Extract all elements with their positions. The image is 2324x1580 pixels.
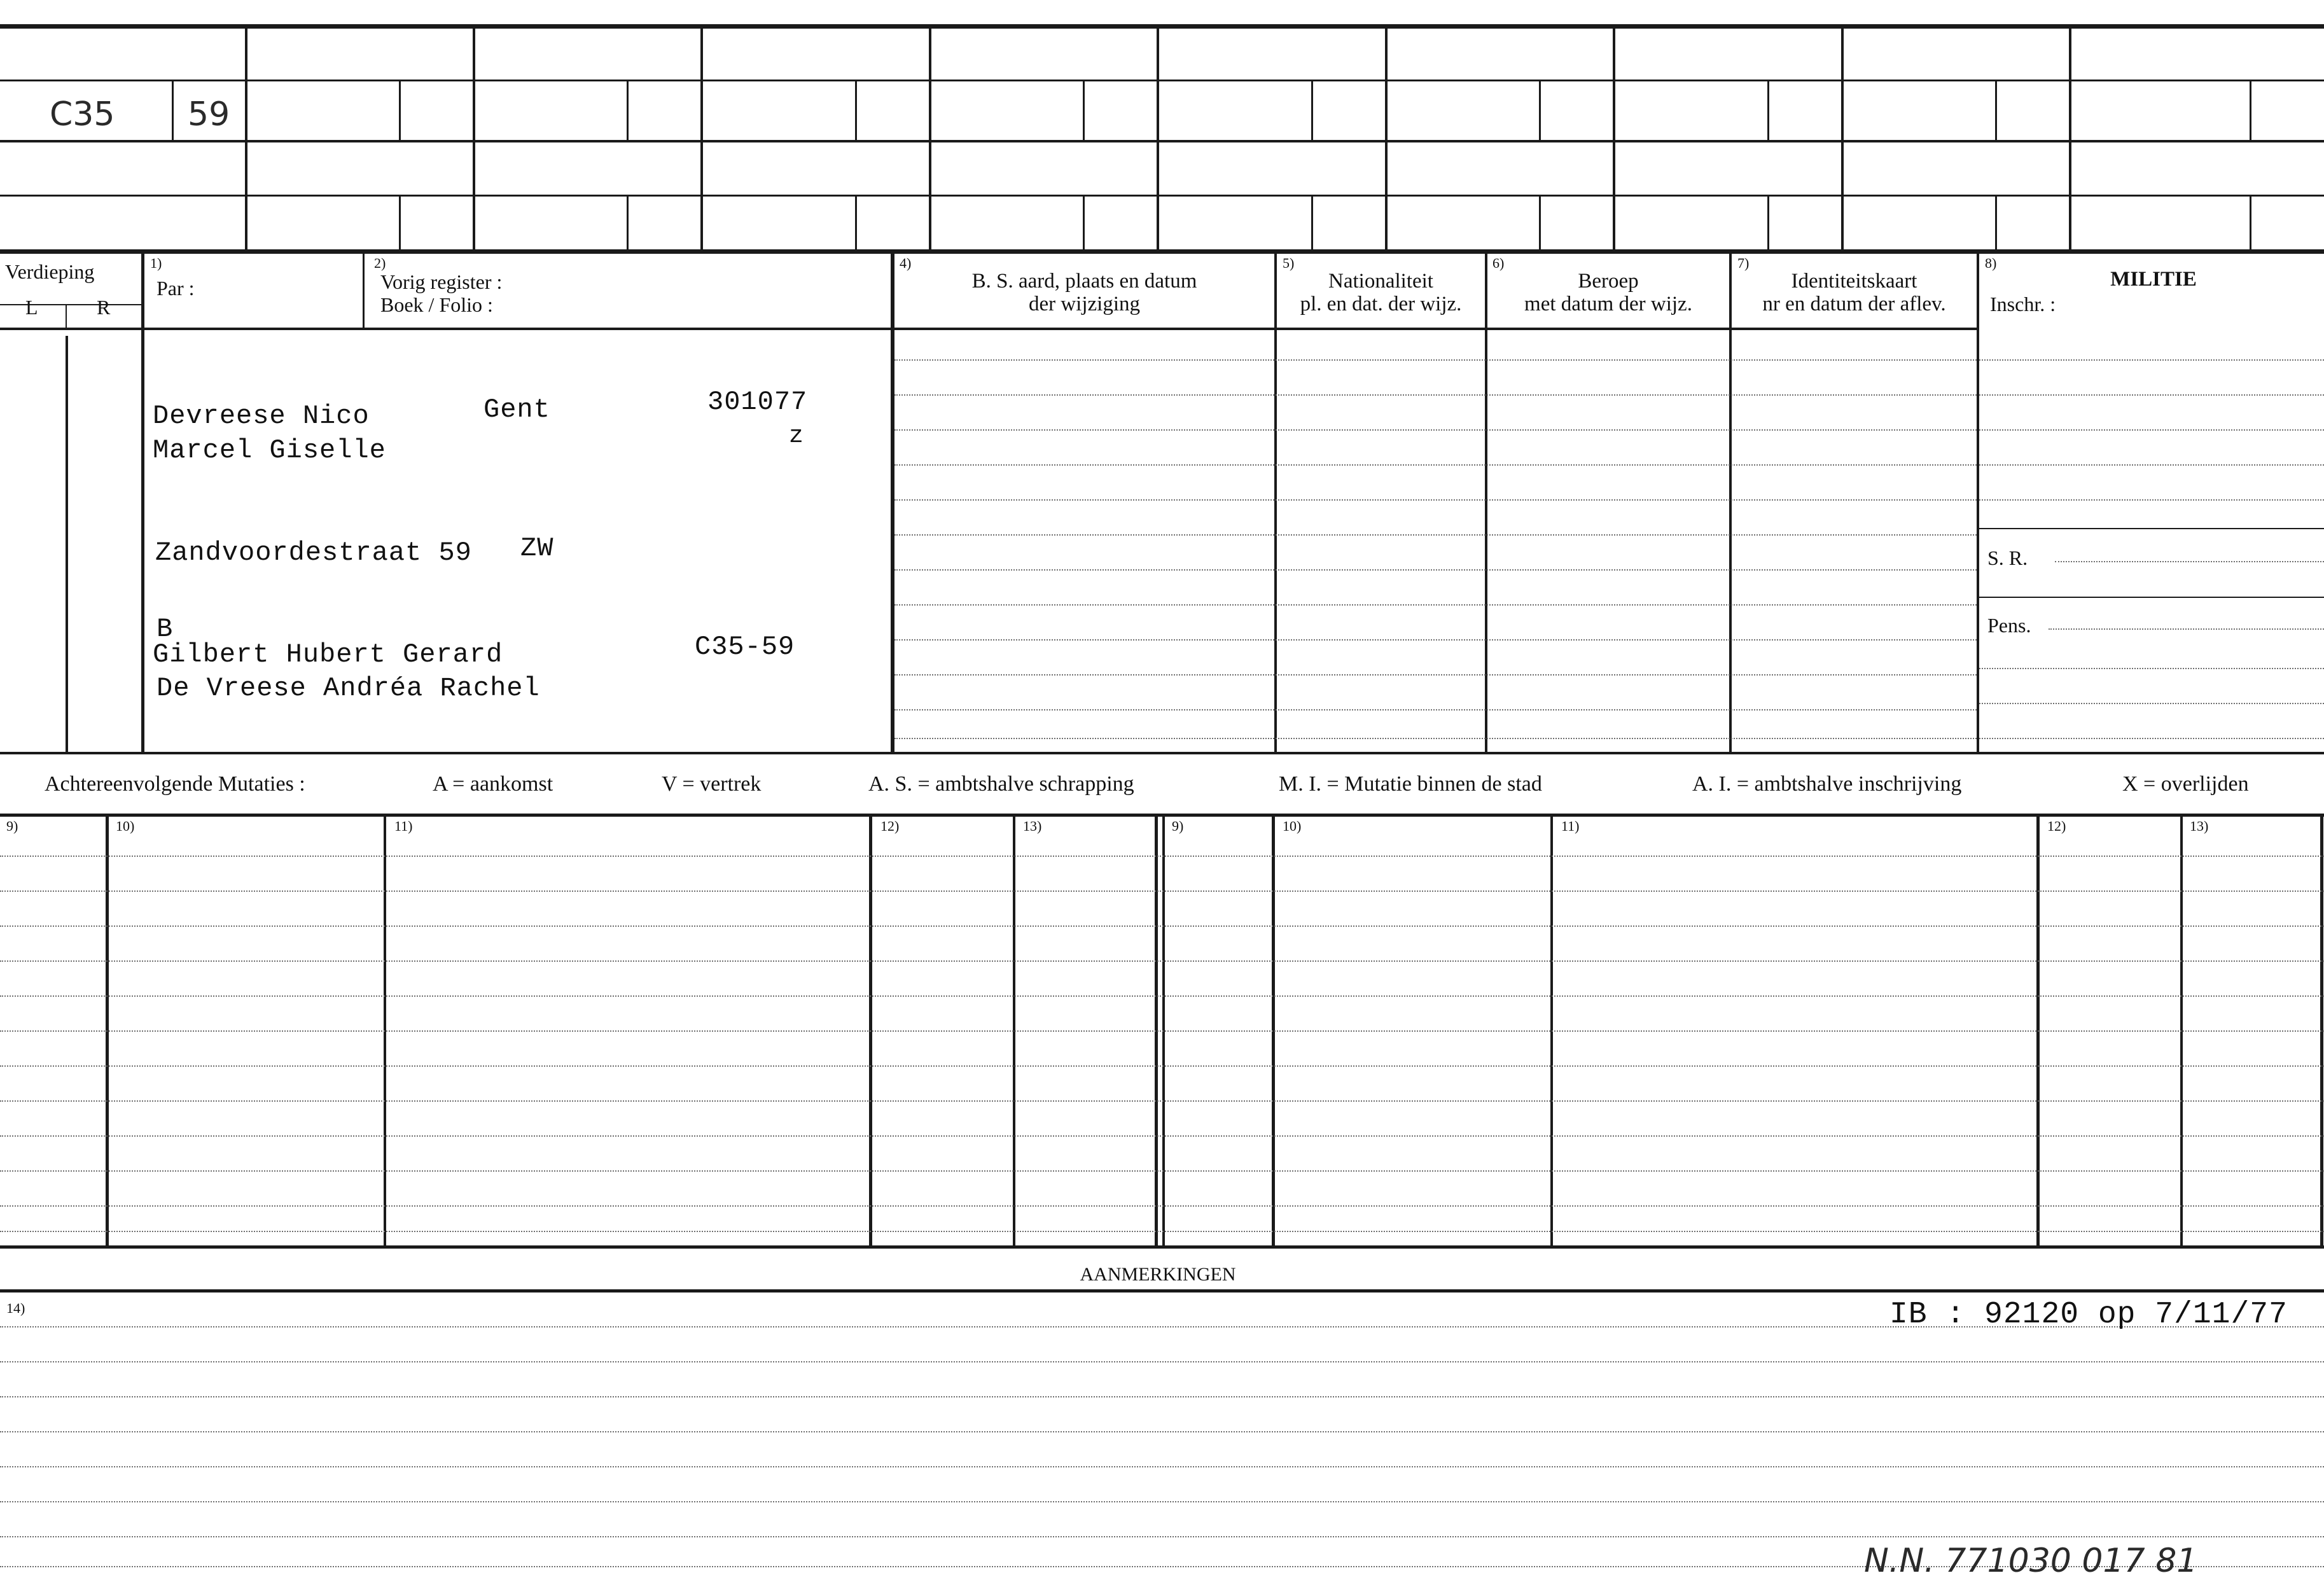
mutatie-col-11b: 11) [1561, 818, 1580, 834]
col-number-4: 4) [900, 255, 912, 271]
mutatie-col-10b: 10) [1283, 818, 1302, 834]
mutatie-col-12b: 12) [2047, 818, 2066, 834]
col-number-2: 2) [374, 255, 386, 271]
register-code: C35 [50, 95, 115, 134]
legend-overlijden: X = overlijden [2122, 772, 2249, 796]
mutatie-col-9b: 9) [1172, 818, 1184, 834]
inschr-label: Inschr. : [1990, 293, 2056, 315]
mutaties-title: Achtereenvolgende Mutaties : [45, 772, 305, 796]
sr-label: S. R. [1987, 546, 2028, 569]
mutatie-col-13b: 13) [2190, 818, 2209, 834]
bs-header-line1: B. S. aard, plaats en datum [971, 270, 1197, 293]
col-number-6: 6) [1493, 255, 1505, 271]
b-marker: B [157, 614, 174, 644]
mutatie-col-11a: 11) [394, 818, 413, 834]
national-number: N.N. 771030 017 81 [1864, 1542, 2198, 1580]
mutatie-col-10a: 10) [116, 818, 135, 834]
mutatie-col-9a: 9) [6, 818, 18, 834]
col-number-8: 8) [1985, 255, 1997, 271]
verdieping-label: Verdieping [5, 260, 95, 283]
nationaliteit-header-line1: Nationaliteit [1328, 270, 1433, 293]
beroep-header-line1: Beroep [1578, 270, 1639, 293]
col-number-7: 7) [1737, 255, 1750, 271]
par-label: Par : [157, 277, 195, 300]
nationaliteit-header-line2: pl. en dat. der wijz. [1300, 293, 1462, 315]
bs-header-line2: der wijziging [1028, 293, 1141, 315]
legend-ambtshalve-schrapping: A. S. = ambtshalve schrapping [868, 772, 1134, 796]
person-name: Devreese Nico [153, 401, 370, 431]
address: Zandvoordestraat 59 [155, 537, 472, 568]
gender: z [789, 422, 804, 450]
given-names: Marcel Giselle [153, 435, 386, 466]
aanmerkingen-title: AANMERKINGEN [1080, 1264, 1236, 1285]
militie-header: MILITIE [2110, 268, 2197, 291]
col-number-1: 1) [150, 255, 162, 271]
district: ZW [520, 533, 554, 564]
identiteitskaart-header-line2: nr en datum der aflev. [1762, 293, 1946, 315]
register-number: 59 [188, 95, 230, 134]
right-label: R [97, 296, 111, 319]
mother-name: De Vreese Andréa Rachel [157, 673, 540, 703]
col-number-5: 5) [1283, 255, 1295, 271]
beroep-header-line2: met datum der wijz. [1524, 293, 1692, 315]
boek-folio-label: Boek / Folio : [380, 293, 493, 316]
pens-label: Pens. [1987, 614, 2031, 637]
left-label: L [25, 296, 38, 319]
father-name: Gilbert Hubert Gerard [153, 639, 503, 670]
birth-place: Gent [484, 394, 550, 425]
reference-code: C35-59 [695, 632, 795, 662]
identiteitskaart-header-line1: Identiteitskaart [1791, 270, 1917, 293]
legend-ambtshalve-inschrijving: A. I. = ambtshalve inschrijving [1692, 772, 1962, 796]
vorig-register-label: Vorig register : [380, 270, 503, 293]
birth-date: 301077 [707, 387, 808, 417]
legend-mutatie-binnen-stad: M. I. = Mutatie binnen de stad [1279, 772, 1542, 796]
remarks-number: 14) [6, 1300, 25, 1316]
remark-note: IB : 92120 op 7/11/77 [1889, 1298, 2288, 1332]
mutatie-col-12a: 12) [880, 818, 900, 834]
mutatie-col-13a: 13) [1023, 818, 1042, 834]
legend-aankomst: A = aankomst [433, 772, 553, 796]
legend-vertrek: V = vertrek [662, 772, 762, 796]
